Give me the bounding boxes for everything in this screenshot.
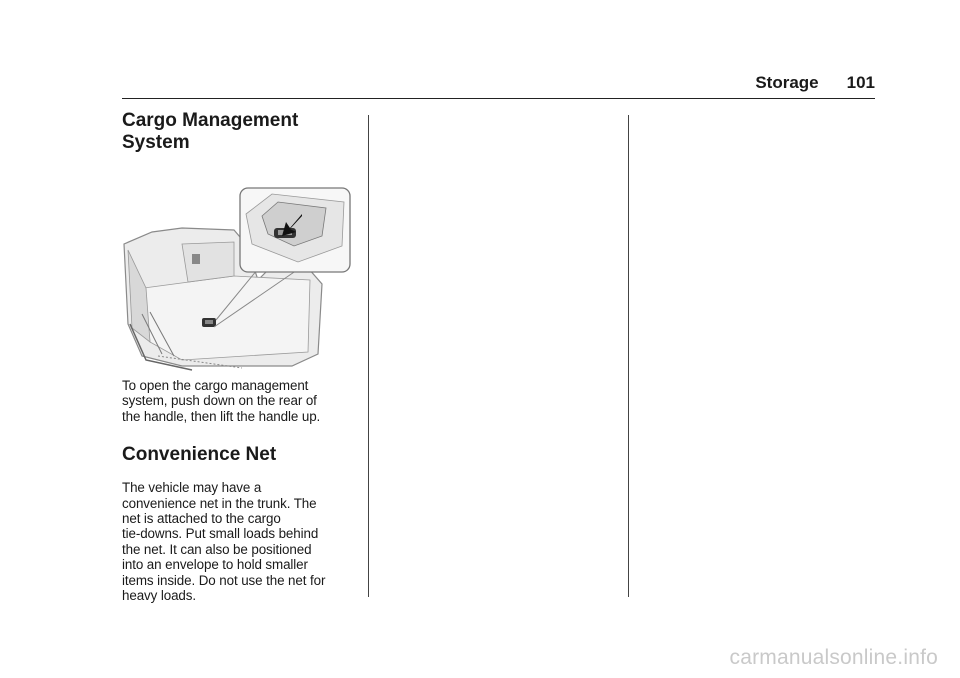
watermark: carmanualsonline.info [729, 646, 938, 669]
convenience-net-heading: Convenience Net [122, 444, 277, 466]
page-header [122, 70, 875, 96]
column-divider-right [628, 115, 629, 597]
net-line-2: convenience net in the trunk. The [122, 495, 317, 511]
cargo-line-1: To open the cargo management [122, 378, 309, 393]
column-divider-left [368, 115, 369, 597]
first-column [122, 110, 358, 603]
cargo-line-2: system, push down on the rear of [122, 393, 317, 409]
header-page-number: 101 [846, 73, 875, 92]
convenience-net-text [122, 480, 358, 603]
header-section-title: Storage [755, 73, 819, 92]
net-line-6: into an envelope to hold smaller [122, 557, 308, 573]
net-line-5: the net. It can also be positioned [122, 541, 312, 557]
cargo-heading-line2: System [122, 132, 190, 153]
cargo-heading-line1: Cargo Management [122, 110, 299, 131]
trunk-cargo-handle-illustration [122, 184, 352, 372]
net-line-8: heavy loads. [122, 588, 196, 604]
net-line-1: The vehicle may have a [122, 480, 262, 496]
net-line-3: net is attached to the cargo [122, 511, 281, 527]
cargo-management-heading [122, 110, 358, 154]
header-rule [122, 98, 875, 99]
net-line-4: tie-downs. Put small loads behind [122, 526, 319, 542]
cargo-line-3: the handle, then lift the handle up. [122, 408, 321, 424]
cargo-management-text [122, 378, 358, 424]
net-line-7: items inside. Do not use the net for [122, 572, 326, 588]
